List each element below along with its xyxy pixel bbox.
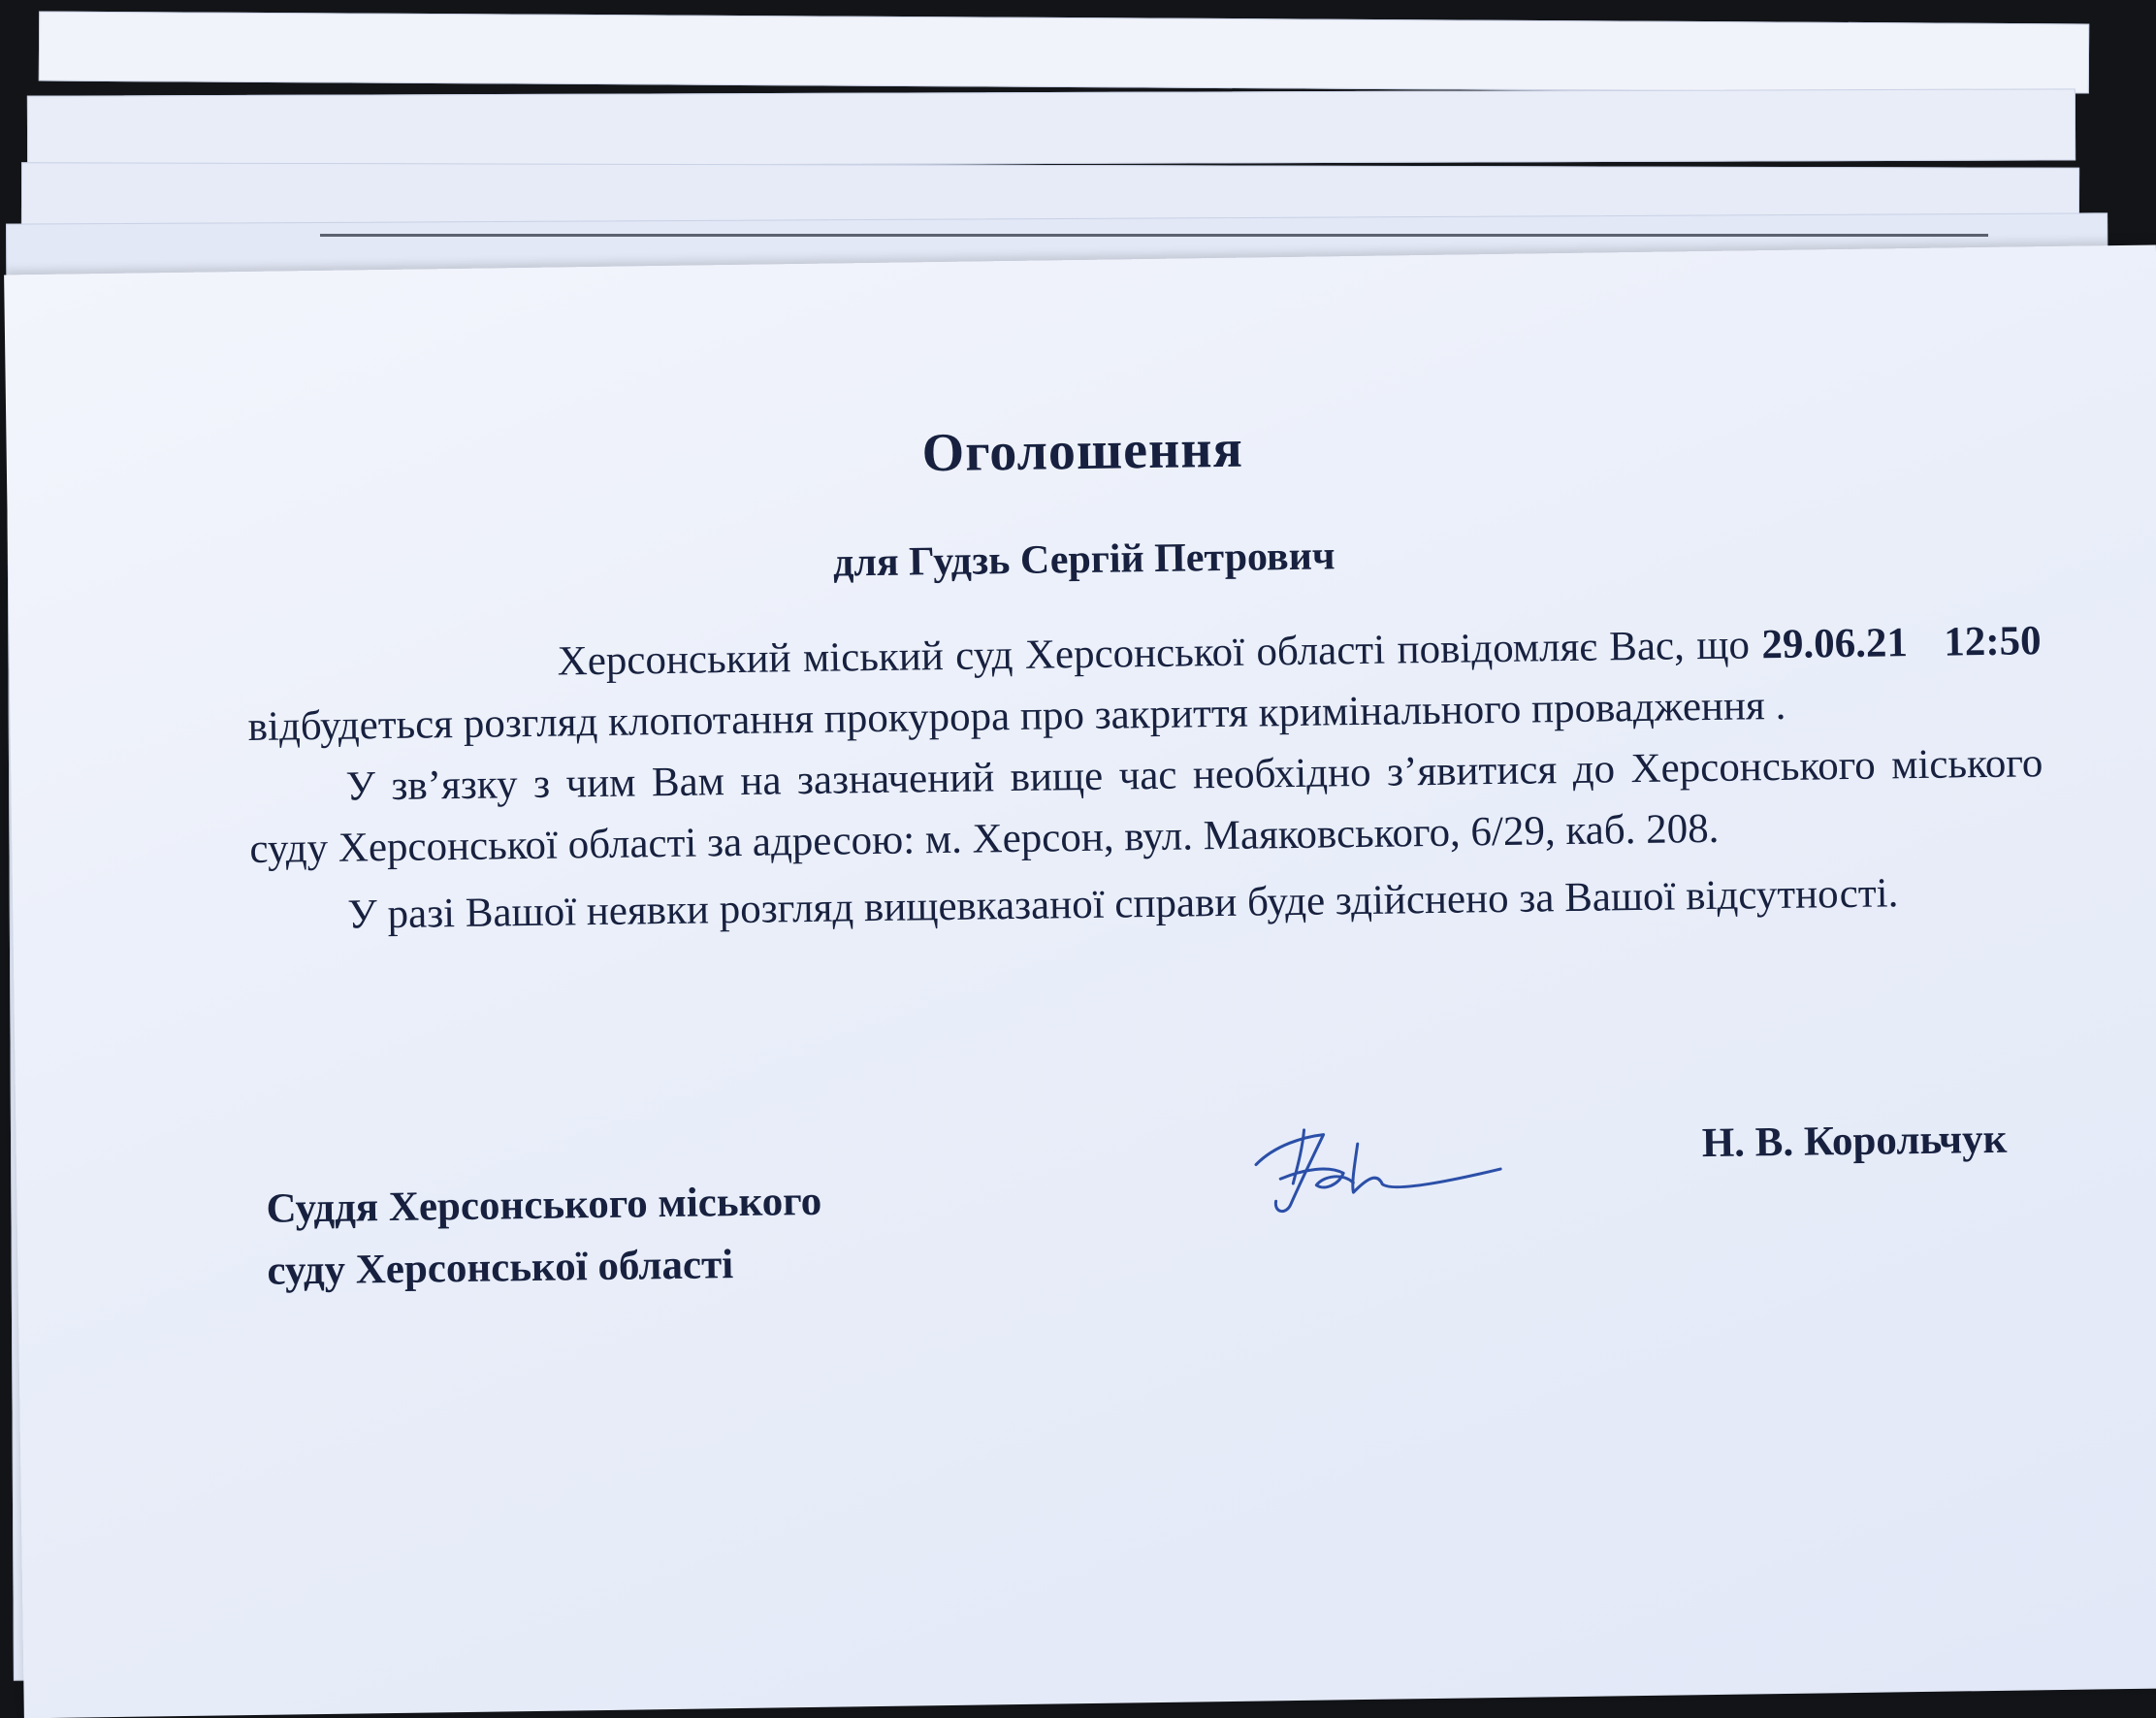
hearing-date: 29.06.21 [1761, 620, 1909, 668]
notice-paragraph-2: У зв’язку з чим Вам на зазначений вище час необхідно з’явитися до Херсонського міського суду Херсонської області за адресою: м. Херсон, вул. Маяковського, 6/29, каб. 208. [249, 740, 2043, 873]
hearing-time: 12:50 [1943, 618, 2042, 665]
judge-position-line-2: суду Херсонської області [267, 1242, 734, 1294]
judge-position-line-1: Суддя Херсонського міського [266, 1178, 822, 1232]
paper-stack-sheet [27, 88, 2076, 167]
notice-title: Оголошення [921, 418, 1244, 484]
notice-paragraph-3: У разі Вашої неявки розгляд вищевказаної справи буде здійснено за Вашої відсутності. [347, 870, 1899, 938]
notice-document [4, 245, 2156, 1718]
paper-stack-sheet [39, 12, 2089, 94]
notice-body [246, 610, 2044, 947]
judge-name: Н. В. Корольчук [1701, 1116, 2008, 1167]
sheet-edge-shadow [320, 234, 1988, 237]
paragraph-1-rest: відбудеться розгляд клопотання прокурора про закриття кримінального провадження . [247, 682, 1786, 751]
paragraph-1-intro: Херсонський міський суд Херсонської області повідомляє Вас, що [557, 622, 1751, 685]
judge-position [266, 1171, 822, 1303]
notice-recipient: для Гудзь Сергій Петрович [832, 534, 1335, 586]
handwritten-signature-icon [1245, 1122, 1508, 1223]
